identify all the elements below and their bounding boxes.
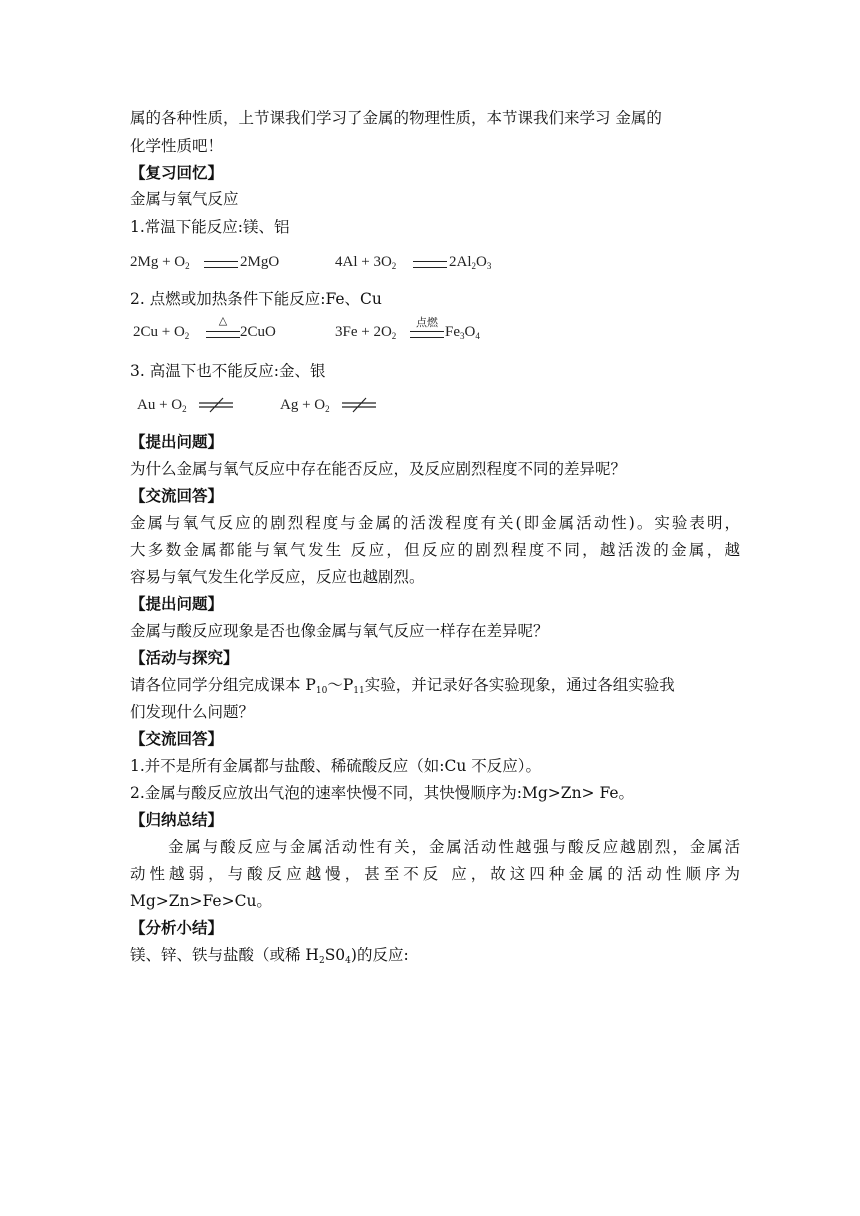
text-metal-oxygen: 金属与氧气反应 bbox=[130, 190, 239, 208]
analysis-line-1: 镁、锌、铁与盐酸（或稀 H2S04)的反应: bbox=[130, 946, 409, 966]
equals-sign bbox=[204, 261, 238, 268]
summary-line-2: 动性越弱，与酸反应越慢，甚至不反 应，故这四种金属的活动性顺序为 bbox=[130, 865, 740, 883]
text-item-3: 3. 高温下也不能反应:金、银 bbox=[130, 362, 326, 380]
equals-sign bbox=[413, 261, 447, 268]
heading-answer-1: 【交流回答】 bbox=[130, 486, 224, 505]
eq-al2o3: $2Al_2O_3$ bbox=[449, 254, 492, 271]
summary-line-1: 金属与酸反应与金属活动性有关，金属活动性越强与酸反应越剧烈，金属活 bbox=[168, 838, 740, 856]
heading-review: 【复习回忆】 bbox=[130, 163, 224, 182]
answer-2-item-2: 2.金属与酸反应放出气泡的速率快慢不同，其快慢顺序为:Mg>Zn> Fe。 bbox=[130, 784, 635, 802]
activity-line-2: 们发现什么问题？ bbox=[130, 703, 255, 721]
answer-1-line-3: 容易与氧气发生化学反应，反应也越剧烈。 bbox=[130, 568, 425, 586]
heading-summary: 【归纳总结】 bbox=[130, 810, 224, 829]
not-react-sign bbox=[341, 397, 377, 413]
heading-question-1: 【提出问题】 bbox=[130, 432, 224, 451]
question-1-text: 为什么金属与氧气反应中存在能否反应，及反应剧烈程度不同的差异呢？ bbox=[130, 460, 627, 478]
text-item-2: 2. 点燃或加热条件下能反应:Fe、Cu bbox=[130, 290, 382, 308]
equals-sign bbox=[410, 331, 444, 338]
eq-au-o2: $Au + O_2$ bbox=[137, 397, 187, 414]
heading-answer-2: 【交流回答】 bbox=[130, 729, 224, 748]
equation-row-2 bbox=[130, 314, 550, 346]
summary-line-3: Mg>Zn>Fe>Cu。 bbox=[130, 892, 272, 910]
ignite-condition: 点燃 bbox=[416, 316, 438, 329]
equation-row-3 bbox=[130, 393, 390, 419]
eq-ag-o2: $Ag + O_2$ bbox=[280, 397, 330, 414]
equals-sign bbox=[206, 331, 240, 338]
question-2-text: 金属与酸反应现象是否也像金属与氧气反应一样存在差异呢？ bbox=[130, 622, 549, 640]
eq-mg-o2: $2Mg + O_2$ bbox=[130, 254, 190, 271]
answer-2-item-1: 1.并不是所有金属都与盐酸、稀硫酸反应（如:Cu 不反应）。 bbox=[130, 757, 542, 775]
eq-al-o2: $4Al + 3O_2$ bbox=[335, 254, 397, 271]
not-react-sign bbox=[198, 397, 234, 413]
heat-condition: △ bbox=[218, 314, 228, 327]
intro-line-1: 属的各种性质，上节课我们学习了金属的物理性质，本节课我们来学习 金属的 bbox=[130, 109, 662, 127]
eq-cuo: 2CuO bbox=[240, 324, 276, 340]
eq-mgo: 2MgO bbox=[240, 254, 280, 270]
eq-cu-o2: $2Cu + O_2$ bbox=[133, 324, 190, 341]
activity-line-1: 请各位同学分组完成课本 P10～P11实验，并记录好各实验现象，通过各组实验我 bbox=[130, 676, 675, 696]
intro-line-2: 化学性质吧！ bbox=[130, 137, 224, 155]
heading-analysis: 【分析小结】 bbox=[130, 918, 224, 937]
eq-fe-o2: $3Fe + 2O_2$ bbox=[335, 324, 397, 341]
answer-1-line-2: 大多数金属都能与氧气发生 反应，但反应的剧烈程度不同，越活泼的金属，越 bbox=[130, 541, 740, 559]
text-item-1: 1.常温下能反应:镁、铝 bbox=[130, 218, 290, 236]
equation-row-1 bbox=[130, 250, 550, 276]
eq-fe3o4: $Fe_3O_4$ bbox=[445, 324, 480, 341]
answer-1-line-1: 金属与氧气反应的剧烈程度与金属的活泼程度有关(即金属活动性)。实验表明， bbox=[130, 514, 740, 532]
heading-activity: 【活动与探究】 bbox=[130, 648, 239, 667]
heading-question-2: 【提出问题】 bbox=[130, 594, 224, 613]
